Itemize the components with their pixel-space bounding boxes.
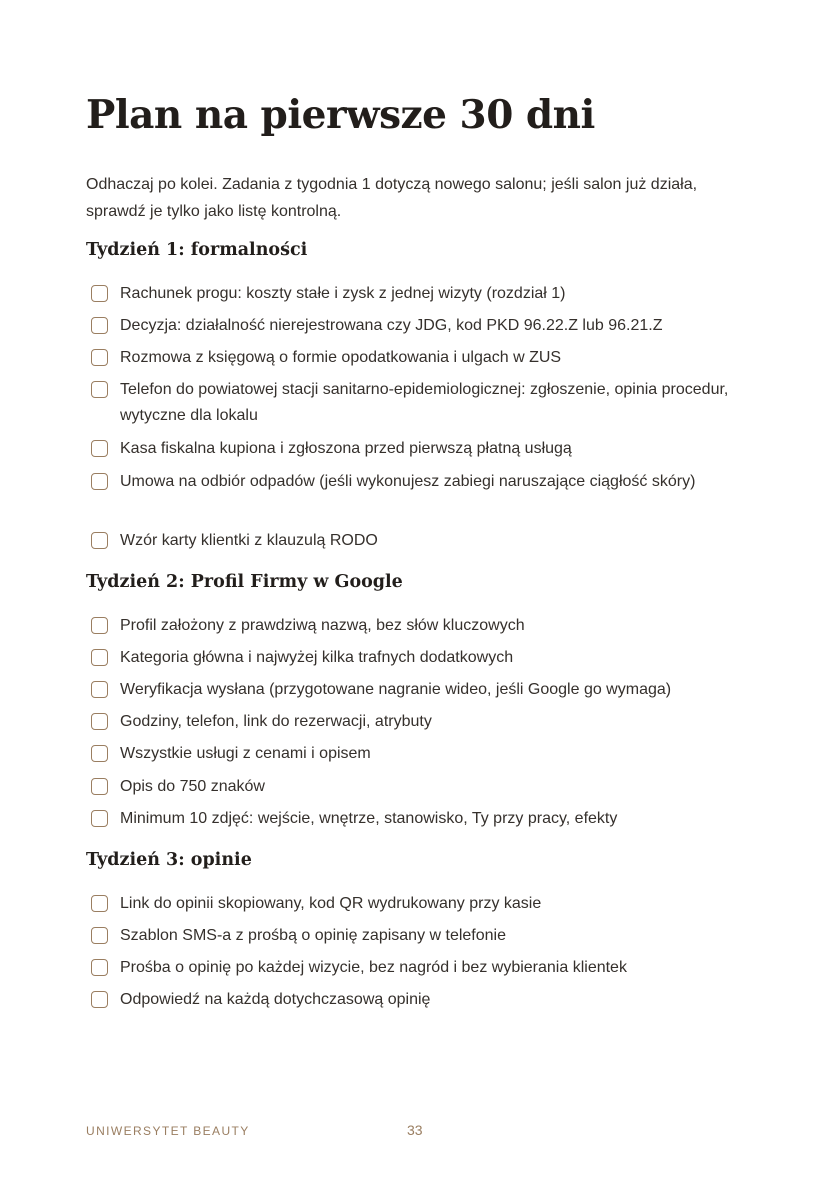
checkbox[interactable]: [91, 991, 108, 1008]
checklist-item-label: Link do opinii skopiowany, kod QR wydrukowany przy kasie: [120, 895, 542, 912]
checkbox[interactable]: [91, 810, 108, 827]
checkbox[interactable]: [91, 778, 108, 795]
intro-paragraph: Odhaczaj po kolei. Zadania z tygodnia 1 dotyczą nowego salonu; jeśli salon już działa, sprawdź je tylko jako listę kontrolną.: [86, 176, 698, 220]
checkbox[interactable]: [91, 349, 108, 366]
checklist-item-label: Decyzja: działalność nierejestrowana czy JDG, kod PKD 96.22.Z lub 96.21.Z: [120, 317, 663, 334]
checklist-item-label: Kasa fiskalna kupiona i zgłoszona przed pierwszą płatną usługą: [120, 440, 572, 457]
checklist-item-label: Umowa na odbiór odpadów (jeśli wykonujesz zabiegi naruszające ciągłość skóry): [120, 473, 696, 490]
footer-brand: UNIWERSYTET BEAUTY: [86, 1124, 250, 1138]
checklist-item-label: Profil założony z prawdziwą nazwą, bez słów kluczowych: [120, 617, 525, 634]
page-number: 33: [407, 1122, 423, 1138]
checkbox[interactable]: [91, 745, 108, 762]
checklist-item-label: Wzór karty klientki z klauzulą RODO: [120, 532, 378, 549]
checkbox[interactable]: [91, 532, 108, 549]
checklist-item-label: Godziny, telefon, link do rezerwacji, atrybuty: [120, 713, 432, 730]
checklist-item-label: Odpowiedź na każdą dotychczasową opinię: [120, 991, 431, 1008]
checkbox[interactable]: [91, 285, 108, 302]
checklist-item-label: Prośba o opinię po każdej wizycie, bez nagród i bez wybierania klientek: [120, 959, 627, 976]
checkbox[interactable]: [91, 617, 108, 634]
checklist-item-label: Szablon SMS-a z prośbą o opinię zapisany w telefonie: [120, 927, 506, 944]
checkbox[interactable]: [91, 927, 108, 944]
checklist-item-label: Wszystkie usługi z cenami i opisem: [120, 745, 371, 762]
checkbox[interactable]: [91, 473, 108, 490]
checklist-item-label: Rachunek progu: koszty stałe i zysk z jednej wizyty (rozdział 1): [120, 285, 566, 302]
checkbox[interactable]: [91, 681, 108, 698]
checkbox[interactable]: [91, 713, 108, 730]
page-title: Plan na pierwsze 30 dni: [86, 92, 595, 138]
section-title-week-3: Tydzień 3: opinie: [86, 850, 252, 870]
checkbox[interactable]: [91, 649, 108, 666]
checklist-item-label: Rozmowa z księgową o formie opodatkowania i ulgach w ZUS: [120, 349, 562, 366]
checkbox[interactable]: [91, 440, 108, 457]
section-title-week-1: Tydzień 1: formalności: [86, 240, 308, 260]
section-title-week-2: Tydzień 2: Profil Firmy w Google: [86, 572, 403, 592]
checkbox[interactable]: [91, 317, 108, 334]
checklist-item-label: Kategoria główna i najwyżej kilka trafnych dodatkowych: [120, 649, 514, 666]
checklist-item-label: Weryfikacja wysłana (przygotowane nagranie wideo, jeśli Google go wymaga): [120, 681, 672, 698]
checkbox[interactable]: [91, 895, 108, 912]
checkbox[interactable]: [91, 959, 108, 976]
checklist-item-label: Telefon do powiatowej stacji sanitarno-epidemiologicznej: zgłoszenie, opinia procedur, wytyczne dla lokalu: [120, 381, 729, 424]
checkbox[interactable]: [91, 381, 108, 398]
checklist-item-label: Opis do 750 znaków: [120, 778, 265, 795]
checklist-item-label: Minimum 10 zdjęć: wejście, wnętrze, stanowisko, Ty przy pracy, efekty: [120, 810, 618, 827]
